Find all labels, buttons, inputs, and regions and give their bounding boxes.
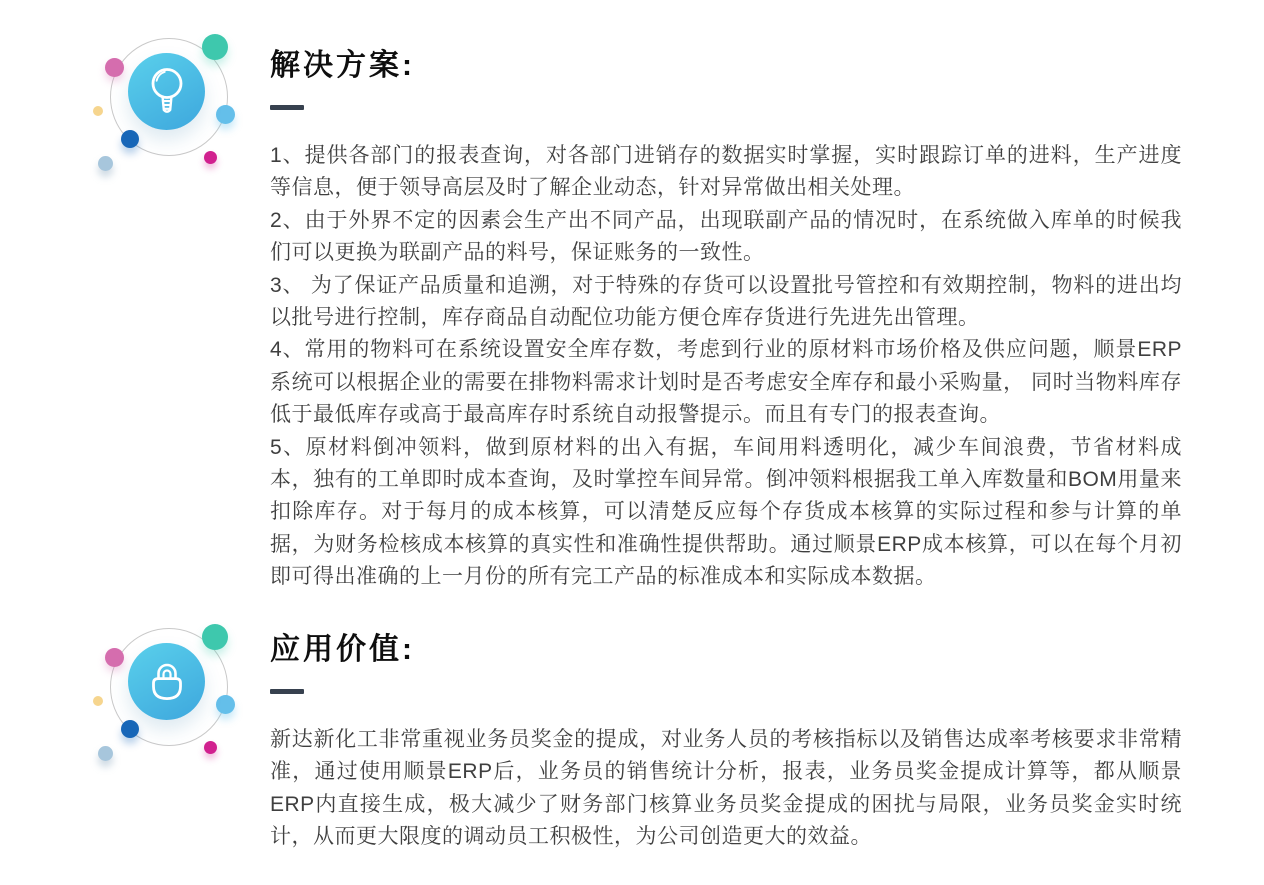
- solution-content: [270, 48, 1182, 594]
- steel-blue-dot: [98, 156, 113, 171]
- light-blue-dot: [216, 105, 235, 124]
- pink-dot: [105, 58, 124, 77]
- solution-icon-cluster: [88, 28, 248, 203]
- value-icon-cluster: [88, 618, 248, 793]
- magenta-dot: [204, 741, 217, 754]
- dark-blue-dot: [121, 130, 139, 148]
- lightbulb-icon: [128, 53, 205, 130]
- pink-dot: [105, 648, 124, 667]
- light-blue-dot: [216, 695, 235, 714]
- solution-item-2: 2、由于外界不定的因素会生产出不同产品，出现联副产品的情况时，在系统做入库单的时候我们可以更换为联副产品的料号，保证账务的一致性。: [270, 208, 1182, 265]
- dark-blue-dot: [121, 720, 139, 738]
- value-content: [270, 632, 1182, 854]
- solution-item-1: 1、提供各部门的报表查询，对各部门进销存的数据实时掌握，实时跟踪订单的进料，生产进度等信息，便于领导高层及时了解企业动态，针对异常做出相关处理。: [270, 144, 1182, 200]
- yellow-dot: [93, 106, 103, 116]
- teal-dot: [202, 624, 228, 650]
- value-paragraph: 新达新化工非常重视业务员奖金的提成，对业务人员的考核指标以及销售达成率考核要求非常精准，通过使用顺景ERP后，业务员的销售统计分析，报表，业务员奖金提成计算等，都从顺景ERP内直接生成，极大减少了财务部门核算业务员奖金提成的困扰与局限，业务员奖金实时统计，从而更大限度的调动员工积极性，为公司创造更大的效益。: [270, 728, 1182, 849]
- solution-title: 解决方案:: [270, 49, 415, 82]
- magenta-dot: [204, 151, 217, 164]
- teal-dot: [202, 34, 228, 60]
- value-paragraphs: [270, 724, 1182, 854]
- lightbulb-glyph: [144, 65, 190, 119]
- title-underline: [270, 689, 304, 694]
- solution-item-4: 4、常用的物料可在系统设置安全库存数，考虑到行业的原材料市场价格及供应问题，顺景ERP系统可以根据企业的需要在排物料需求计划时是否考虑安全库存和最小采购量， 同时当物料库存低于最低库存或高于最高库存时系统自动报警提示。而且有专门的报表查询。: [270, 338, 1182, 427]
- yellow-dot: [93, 696, 103, 706]
- solution-item-5: 5、原材料倒冲领料，做到原材料的出入有据，车间用料透明化，减少车间浪费，节省材料成本，独有的工单即时成本查询，及时掌控车间异常。倒冲领料根据我工单入库数量和BOM用量来扣除库存。对于每月的成本核算，可以清楚反应每个存货成本核算的实际过程和参与计算的单据，为财务检核成本核算的真实性和准确性提供帮助。通过顺景ERP成本核算，可以在每个月初即可得出准确的上一月份的所有完工产品的标准成本和实际成本数据。: [270, 435, 1182, 589]
- lock-icon: [128, 643, 205, 720]
- value-title: 应用价值:: [270, 633, 415, 666]
- title-underline: [270, 105, 304, 110]
- solution-paragraphs: [270, 140, 1182, 594]
- steel-blue-dot: [98, 746, 113, 761]
- lock-glyph: [146, 660, 188, 704]
- solution-item-3: 3、 为了保证产品质量和追溯，对于特殊的存货可以设置批号管控和有效期控制，物料的进出均以批号进行控制，库存商品自动配位功能方便仓库存货进行先进先出管理。: [270, 273, 1182, 330]
